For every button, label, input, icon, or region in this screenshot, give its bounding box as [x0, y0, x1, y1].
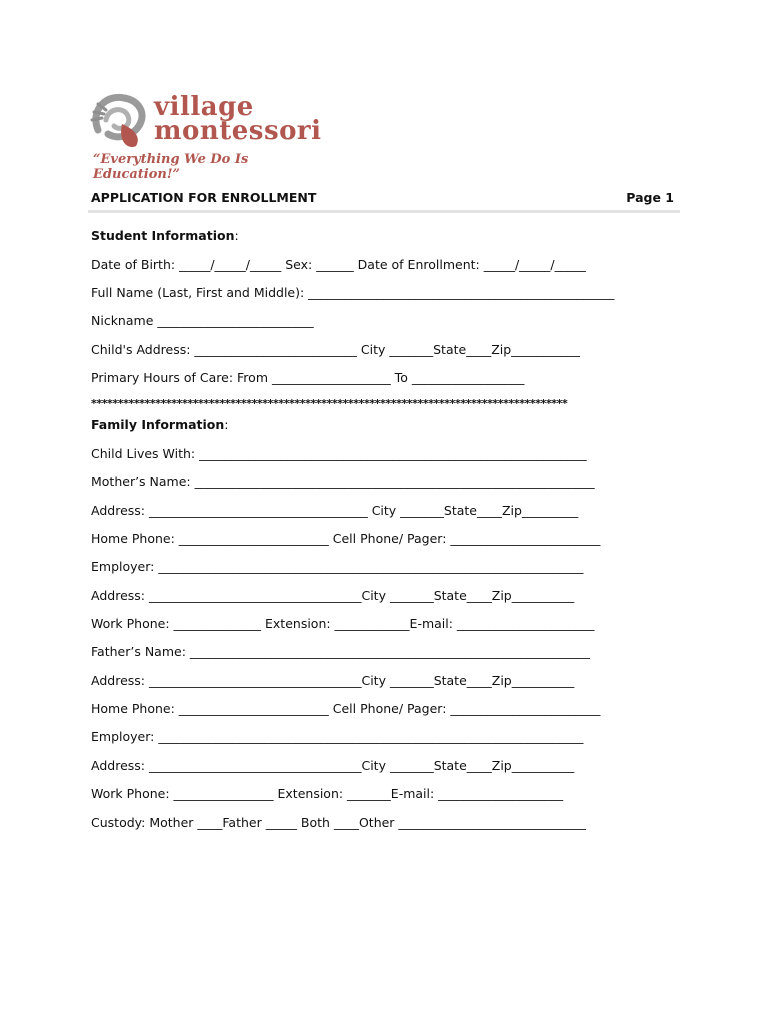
family-info-heading-text: Family Information	[91, 417, 225, 432]
logo-tagline: “Everything We Do Is Education!”	[93, 152, 249, 182]
father-phone-field[interactable]: Home Phone: ________________________ Cell Phone/ Pager: ________________________	[91, 701, 601, 716]
nickname-field[interactable]: Nickname _________________________	[91, 313, 314, 328]
dob-sex-enrollment-field[interactable]: Date of Birth: _____/_____/_____ Sex: ______ Date of Enrollment: _____/_____/_____	[91, 257, 586, 272]
mother-work-address-field[interactable]: Address: __________________________________City _______State____Zip__________	[91, 588, 575, 603]
father-employer-field[interactable]: Employer: ____________________________________________________________________	[91, 729, 584, 744]
father-work-address-field[interactable]: Address: __________________________________City _______State____Zip__________	[91, 758, 575, 773]
student-info-heading-text: Student Information	[91, 228, 235, 243]
header-divider	[88, 210, 680, 213]
logo-line-1: village	[154, 92, 254, 122]
father-name-field[interactable]: Father’s Name: ________________________________________________________________	[91, 644, 590, 659]
custody-field[interactable]: Custody: Mother ____Father _____ Both ____Other ______________________________	[91, 815, 586, 830]
section-divider-stars: *****************************************************************************************	[91, 397, 568, 410]
mother-phone-field[interactable]: Home Phone: ________________________ Cell Phone/ Pager: ________________________	[91, 531, 601, 546]
village-montessori-logo	[88, 90, 322, 182]
family-info-heading: Family Information:	[91, 417, 229, 432]
hours-of-care-field[interactable]: Primary Hours of Care: From ___________________ To __________________	[91, 370, 525, 385]
student-info-heading: Student Information:	[91, 228, 239, 243]
logo-swirl-icon	[88, 90, 154, 150]
logo-line-2: montessori	[154, 116, 322, 146]
child-lives-with-field[interactable]: Child Lives With: ______________________________________________________________	[91, 446, 587, 461]
mother-address-field[interactable]: Address: ___________________________________ City _______State____Zip_________	[91, 503, 579, 518]
full-name-field[interactable]: Full Name (Last, First and Middle): _________________________________________________	[91, 285, 615, 300]
child-address-field[interactable]: Child's Address: __________________________ City _______State____Zip___________	[91, 342, 580, 357]
mother-work-phone-field[interactable]: Work Phone: ______________ Extension: ____________E-mail: ______________________	[91, 616, 595, 631]
mother-name-field[interactable]: Mother’s Name: ________________________________________________________________	[91, 474, 595, 489]
form-title: APPLICATION FOR ENROLLMENT	[91, 190, 317, 205]
page-number: Page 1	[626, 190, 674, 205]
father-work-phone-field[interactable]: Work Phone: ________________ Extension: _______E-mail: ____________________	[91, 786, 564, 801]
mother-employer-field[interactable]: Employer: ____________________________________________________________________	[91, 559, 584, 574]
father-address-field[interactable]: Address: __________________________________City _______State____Zip__________	[91, 673, 575, 688]
